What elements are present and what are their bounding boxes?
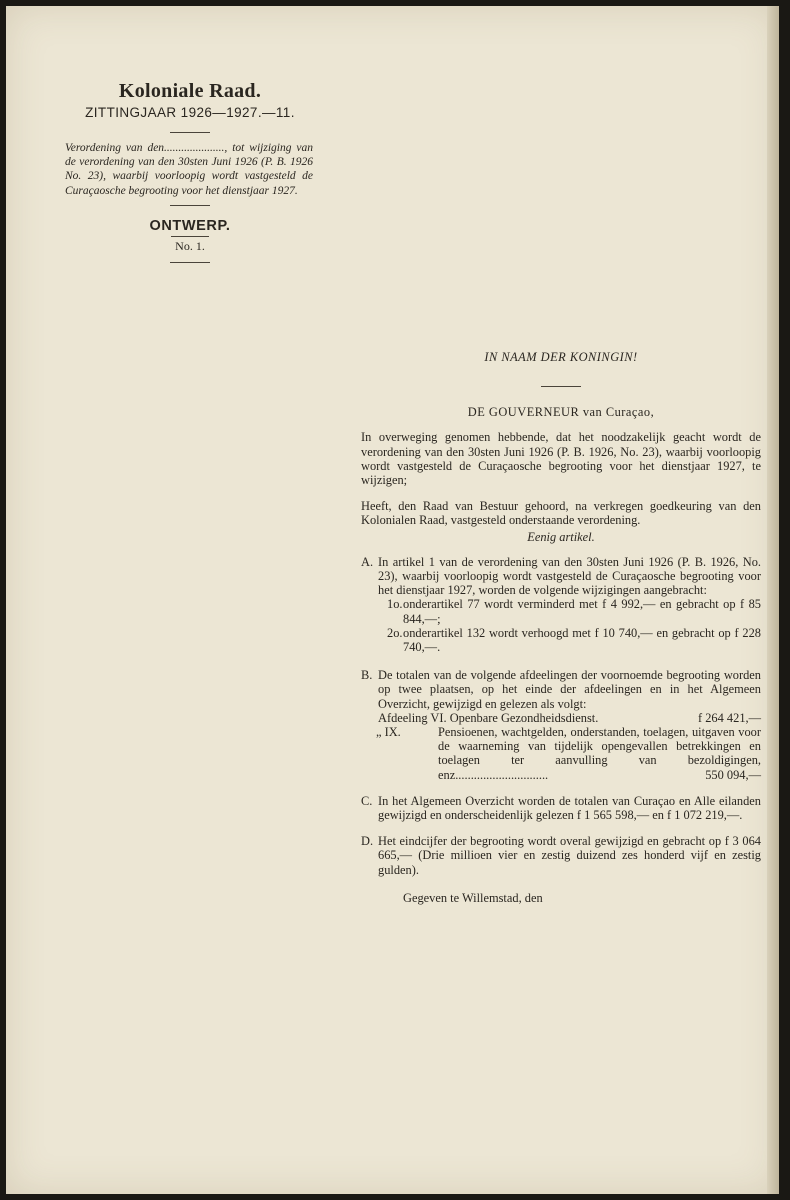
divider (541, 386, 581, 387)
section-a (361, 555, 761, 598)
body-block (361, 350, 761, 905)
section-text: De totalen van de volgende afdeelingen der voornoemde begrooting worden op twee plaatsen, op het einde der afdeelingen en in het Algemeen Overzicht, gewijzigd en gelezen als volgt: (378, 668, 761, 711)
divider (170, 205, 210, 206)
document-number: No. 1. (175, 238, 205, 253)
section-d (361, 834, 761, 877)
section-label: C. (361, 793, 373, 808)
dept-vi-label: Afdeeling VI. Openbare Gezondheidsdienst. (378, 710, 599, 725)
divider (170, 262, 210, 263)
dept-ix-text: Pensioenen, wachtgelden, onderstanden, toelagen, uitgaven voor de waarneming van tijdelijk opengevallen betrekkingen en toelagen ter aanvulling van bezoldigingen, enz (438, 725, 761, 782)
item-text: onderartikel 132 wordt verhoogd met f 10 740,— en gebracht op f 228 740,—. (403, 625, 761, 655)
session-year: ZITTINGJAAR 1926—1927.—11. (85, 105, 295, 120)
ordinance-title: Verordening van den....................., tot wijziging van de verordening van den 30sten Juni 1926 (P. B. 1926 No. 23), waarbij voorloopig wordt vastgesteld de Curaçaosche begrooting voor het dienstjaar 1927. (65, 142, 313, 197)
section-text: In het Algemeen Overzicht worden de totalen van Curaçao en Alle eilanden gewijzigd en onderscheidenlijk gelezen f 1 565 598,— en f 1 072 219,—. (378, 793, 761, 823)
section-label: B. (361, 668, 373, 683)
section-b (361, 668, 761, 782)
page-spine (767, 6, 779, 1194)
header-block (61, 78, 319, 263)
dept-ix-dots: .............................. (455, 767, 549, 782)
document-page (6, 6, 779, 1194)
given-line: Gegeven te Willemstad, den (403, 890, 543, 905)
governor-line: DE GOUVERNEUR van Curaçao, (467, 405, 655, 420)
dept-ix-prefix: „ IX. (376, 725, 401, 740)
list-item (361, 626, 761, 654)
dept-ix-block (378, 725, 761, 782)
section-c (361, 794, 761, 822)
council-title: Koloniale Raad. (118, 80, 262, 102)
dept-vi-amount: f 264 421,— (698, 710, 761, 725)
invocation: IN NAAM DER KONINGIN! (484, 350, 638, 364)
dept-ix-text-wrap (408, 725, 761, 782)
article-title: Eenig artikel. (527, 529, 595, 544)
dept-vi-row (378, 711, 761, 725)
section-text: Het eindcijfer der begrooting wordt overal gewijzigd en gebracht op f 3 064 665,— (Drie millioen vier en zestig duizend zes honderd vijf en zestig gulden). (378, 834, 761, 877)
section-label: D. (361, 834, 374, 849)
divider (171, 236, 209, 237)
list-item (361, 597, 761, 625)
section-label: A. (361, 554, 374, 569)
dept-ix-amount: 550 094,— (705, 767, 761, 782)
heard-paragraph: Heeft, den Raad van Bestuur gehoord, na verkregen goedkeuring van den Kolonialen Raad, vastgesteld onderstaande verordening. (361, 499, 761, 528)
item-text: onderartikel 77 wordt verminderd met f 4 992,— en gebracht op f 85 844,—; (403, 597, 761, 626)
item-label: 1o. (387, 597, 403, 612)
considering-paragraph: In overweging genomen hebbende, dat het noodzakelijk geacht wordt de verordening van den 30sten Juni 1926 (P. B. 1926, No. 23), waarbij voorloopig wordt vastgesteld de Curaçaosche begrooting voor het dienstjaar 1927, te wijzigen; (361, 430, 761, 488)
item-label: 2o. (387, 625, 403, 640)
divider (170, 132, 210, 133)
draft-label: ONTWERP. (149, 217, 231, 234)
section-text: In artikel 1 van de verordening van den 30sten Juni 1926 (P. B. 1926, No. 23), waarbij voorloopig wordt vastgesteld de Curaçaosche begrooting voor het dienstjaar 1927, worden de volgende wijzigingen aangebracht: (378, 554, 761, 598)
